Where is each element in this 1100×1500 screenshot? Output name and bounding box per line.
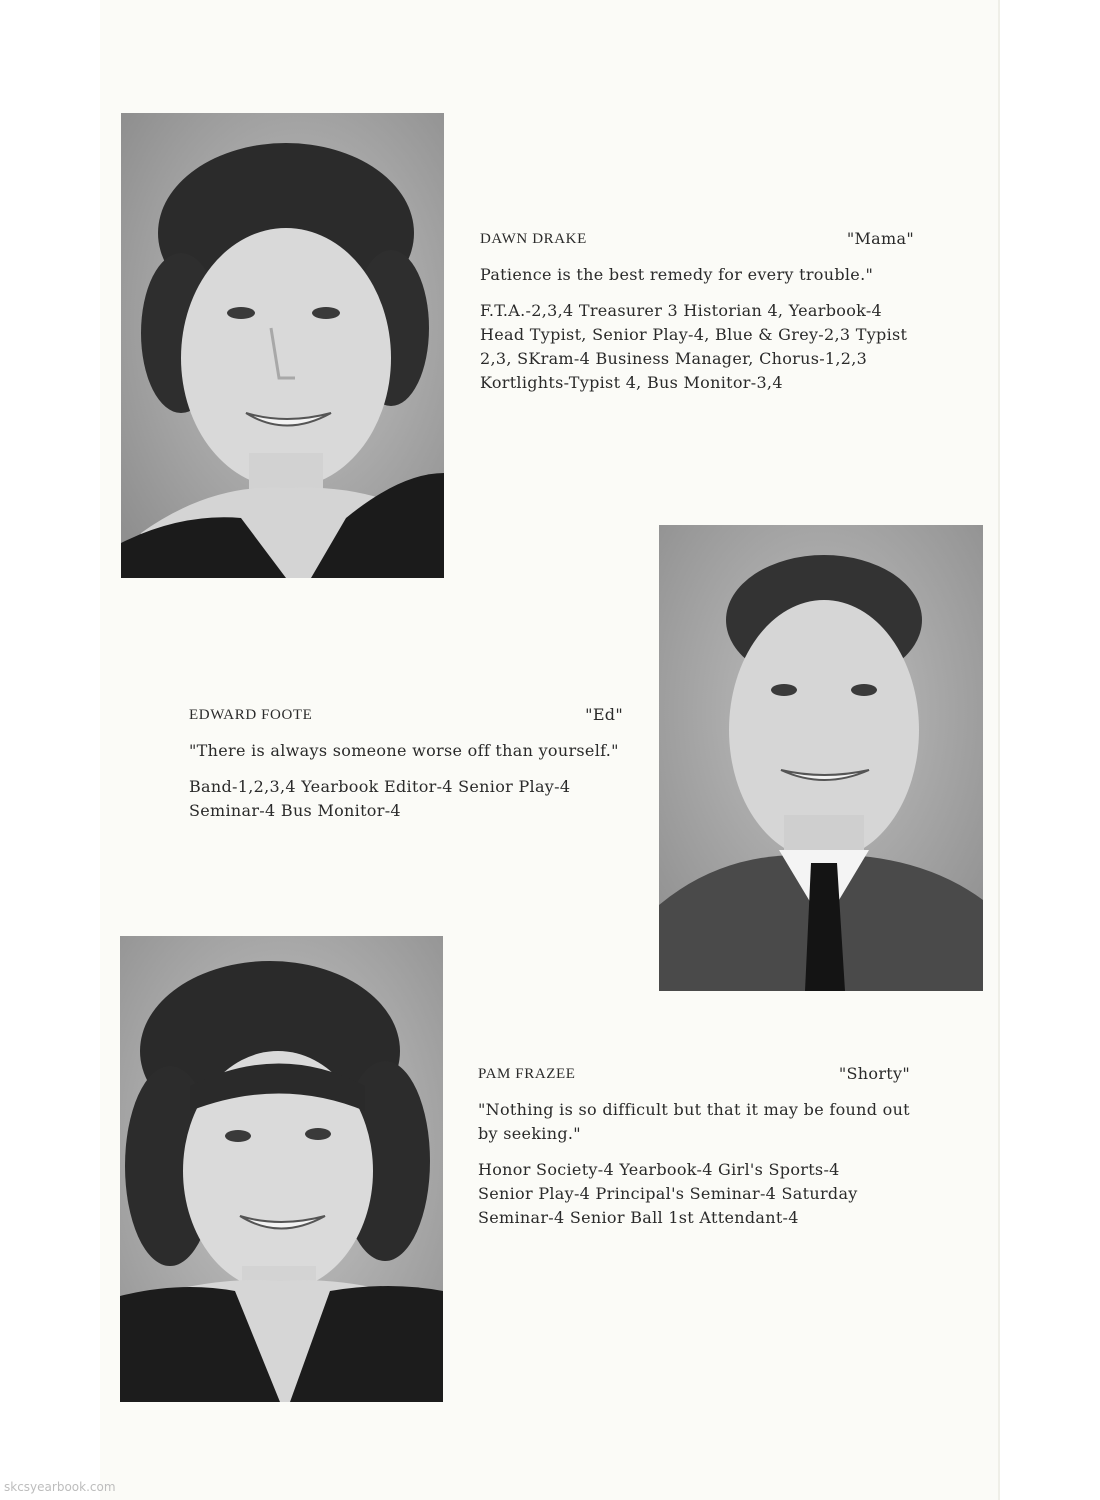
activity-line: F.T.A.-2,3,4 Treasurer 3 Historian 4, Yearbook-4 [480, 301, 883, 320]
student-nickname: "Shorty" [838, 1064, 910, 1083]
portrait-edward-foote [659, 525, 983, 991]
activity-line: Seminar-4 Bus Monitor-4 [189, 801, 401, 820]
student-quote: "There is always someone worse off than yourself." [189, 741, 619, 760]
student-quote: "Nothing is so difficult but that it may be found out by seeking." [478, 1100, 910, 1143]
student-name: EDWARD FOOTE [189, 707, 313, 723]
student-nickname: "Ed" [585, 705, 623, 724]
watermark: skcsyearbook.com [4, 1480, 116, 1494]
student-activities [480, 299, 914, 395]
activity-line: Kortlights-Typist 4, Bus Monitor-3,4 [480, 373, 783, 392]
student-entry-edward-foote [189, 703, 623, 823]
student-activities [189, 775, 623, 823]
student-entry-dawn-drake [480, 227, 914, 395]
activity-line: Seminar-4 Senior Ball 1st Attendant-4 [478, 1208, 799, 1227]
activity-line: Senior Play-4 Principal's Seminar-4 Saturday [478, 1184, 858, 1203]
portrait-pam-frazee [120, 936, 443, 1402]
student-name: PAM FRAZEE [478, 1066, 576, 1082]
activity-line: 2,3, SKram-4 Business Manager, Chorus-1,2,3 [480, 349, 868, 368]
student-name: DAWN DRAKE [480, 231, 587, 247]
student-quote: Patience is the best remedy for every trouble." [480, 265, 874, 284]
student-activities [478, 1158, 910, 1230]
portrait-dawn-drake [121, 113, 444, 578]
student-entry-pam-frazee [478, 1062, 910, 1230]
activity-line: Band-1,2,3,4 Yearbook Editor-4 Senior Play-4 [189, 777, 571, 796]
activity-line: Honor Society-4 Yearbook-4 Girl's Sports-4 [478, 1160, 840, 1179]
activity-line: Head Typist, Senior Play-4, Blue & Grey-2,3 Typist [480, 325, 908, 344]
student-nickname: "Mama" [846, 229, 914, 248]
